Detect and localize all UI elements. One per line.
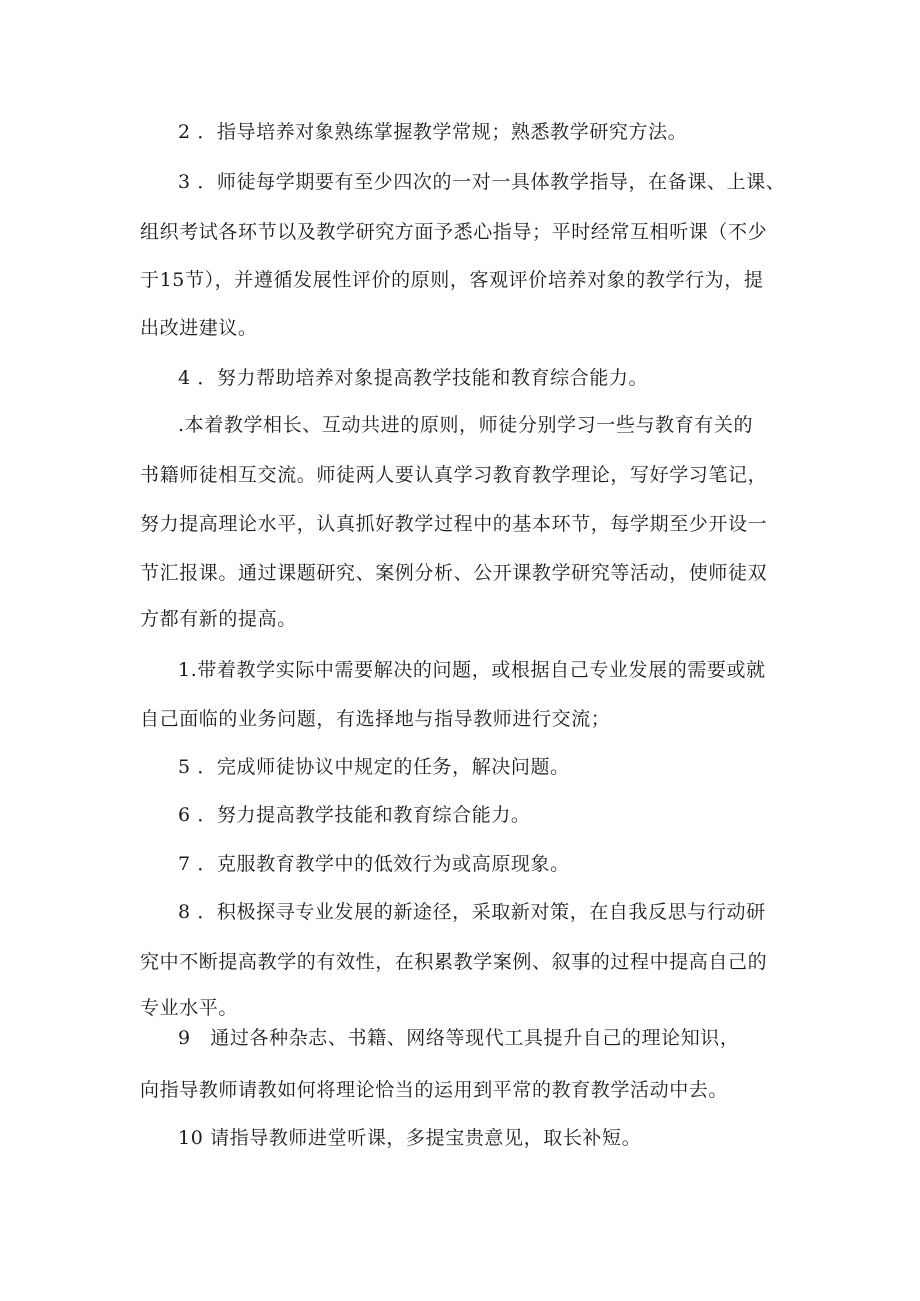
- paragraph-2-line-1: 2 ．指导培养对象熟练掌握教学常规；熟悉教学研究方法。: [178, 121, 688, 143]
- paragraph-3-line-3: 于15节），并遵循发展性评价的原则，客观评价培养对象的教学行为，提: [140, 269, 764, 291]
- paragraph-9-line-2: 向指导教师请教如何将理论恰当的运用到平常的教育教学活动中去。: [140, 1079, 729, 1101]
- paragraph-8-line-1: 8 ．积极探寻专业发展的新途径，采取新对策，在自我反思与行动研: [178, 901, 766, 923]
- paragraph-1-line-2: 自己面临的业务问题，有选择地与指导教师进行交流；: [140, 708, 611, 730]
- paragraph-6-line-1: 6 ．努力提高教学技能和教育综合能力。: [178, 804, 531, 826]
- paragraph-3-line-2: 组织考试各环节以及教学研究方面予悉心指导；平时经常互相听课（不少: [140, 221, 768, 243]
- paragraph-7-line-1: 7 ．克服教育教学中的低效行为或高原现象。: [178, 853, 570, 875]
- paragraph-3-line-4: 出改进建议。: [140, 317, 258, 339]
- paragraph-8-line-3: 专业水平。: [140, 997, 239, 1019]
- paragraph-5b-line-1: 5 ．完成师徒协议中规定的任务，解决问题。: [178, 756, 570, 778]
- paragraph-4-line-1: 4 ．努力帮助培养对象提高教学技能和教育综合能力。: [178, 367, 649, 389]
- paragraph-5-line-1: .本着教学相长、互动共进的原则，师徒分别学习一些与教育有关的: [178, 414, 754, 436]
- paragraph-8-line-2: 究中不断提高教学的有效性，在积累教学案例、叙事的过程中提高自己的: [140, 951, 768, 973]
- paragraph-3-line-1: 3 ．师徒每学期要有至少四次的一对一具体教学指导，在备课、上课、: [178, 171, 786, 193]
- paragraph-5-line-4: 节汇报课。通过课题研究、案例分析、公开课教学研究等活动，使师徒双: [140, 562, 768, 584]
- paragraph-5-line-2: 书籍师徒相互交流。师徒两人要认真学习教育教学理论，写好学习笔记，: [140, 464, 768, 486]
- paragraph-1-line-1: 1.带着教学实际中需要解决的问题，或根据自己专业发展的需要或就: [178, 659, 766, 681]
- paragraph-9-line-1: 9 通过各种杂志、书籍、网络等现代工具提升自己的理论知识，: [178, 1027, 740, 1049]
- paragraph-5-line-5: 方都有新的提高。: [140, 608, 297, 630]
- paragraph-10-line-1: 10 请指导教师进堂听课，多提宝贵意见，取长补短。: [178, 1127, 642, 1149]
- paragraph-5-line-3: 努力提高理论水平，认真抓好教学过程中的基本环节，每学期至少开设一: [140, 513, 768, 535]
